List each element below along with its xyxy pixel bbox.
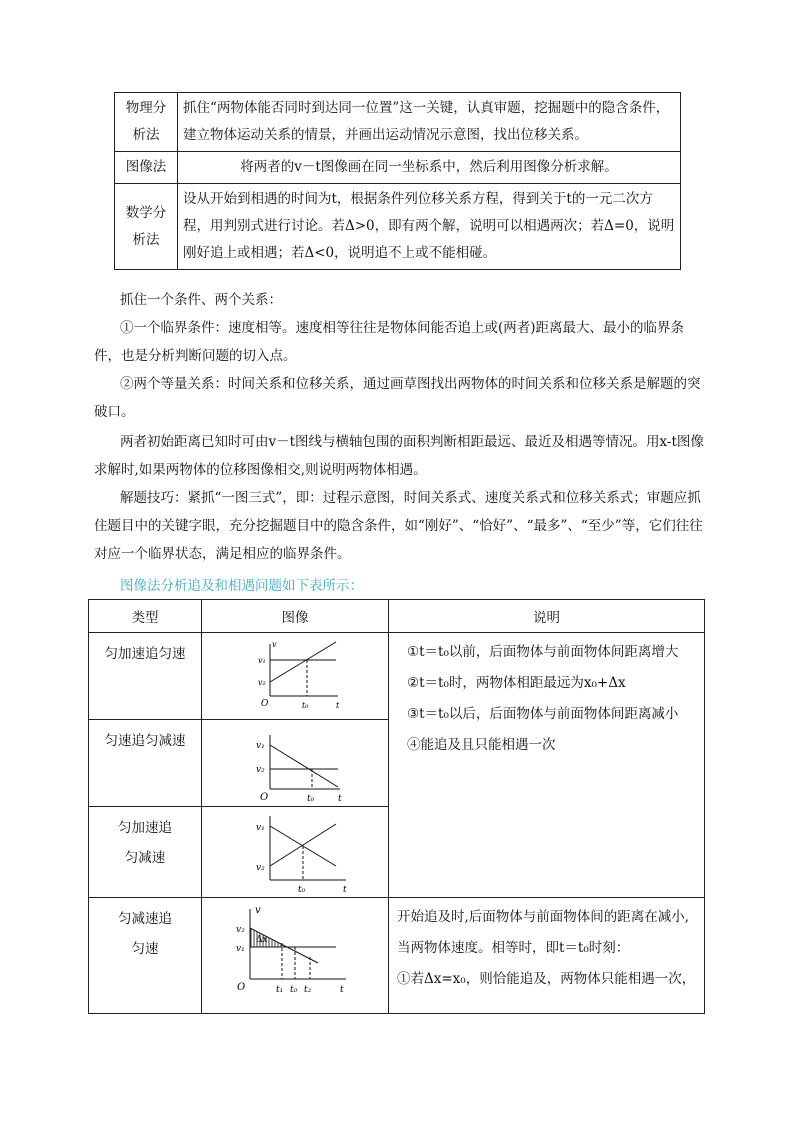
table-row bbox=[115, 93, 681, 152]
svg-text:t: t bbox=[336, 701, 340, 710]
svg-text:t₂: t₂ bbox=[304, 985, 312, 995]
graph-decel-vs-uniform bbox=[203, 899, 387, 1007]
header-row bbox=[89, 600, 705, 633]
paragraph-conditions: 抓住一个条件、两个关系： bbox=[120, 292, 282, 308]
row-text: 将两者的v－t图像画在同一坐标系中，然后利用图像分析求解。 bbox=[178, 152, 681, 184]
col-graph: 图像 bbox=[202, 600, 389, 633]
col-type: 类型 bbox=[89, 600, 202, 633]
note: ①若Δx=x₀，则恰能追及，两物体只能相遇一次， bbox=[397, 971, 696, 987]
graph-accel-vs-decel bbox=[203, 808, 387, 892]
type-cell: 匀速追匀减速 bbox=[89, 720, 202, 807]
table-caption: 图像法分析追及和相遇问题如下表所示： bbox=[120, 578, 363, 594]
svg-text:v₂: v₂ bbox=[256, 765, 265, 775]
note: ②t＝t₀时，两物体相距最远为x₀+Δx bbox=[407, 675, 626, 691]
svg-text:t: t bbox=[343, 885, 347, 892]
svg-text:t: t bbox=[338, 794, 342, 801]
desc-cell-b bbox=[389, 898, 705, 1014]
svg-text:v₁: v₁ bbox=[256, 823, 265, 833]
methods-table bbox=[114, 92, 681, 270]
table-row bbox=[89, 898, 705, 1014]
note: ③t＝t₀以后，后面物体与前面物体间距离减小 bbox=[407, 706, 679, 722]
svg-text:v₂: v₂ bbox=[256, 863, 265, 873]
svg-text:Δx: Δx bbox=[256, 935, 268, 945]
svg-text:v₁: v₁ bbox=[236, 944, 245, 954]
graph-cell bbox=[202, 807, 389, 898]
svg-text:t₀: t₀ bbox=[302, 701, 309, 710]
svg-text:v₂: v₂ bbox=[236, 925, 245, 935]
note: 开始追及时,后面物体与前面物体间的距离在减小,当两物体速度。相等时，即t＝t₀时刻： bbox=[397, 909, 690, 956]
svg-text:v: v bbox=[272, 640, 277, 649]
type-cell: 匀减速追匀速 bbox=[89, 898, 202, 1014]
graph-cell bbox=[202, 720, 389, 807]
type-cell: 匀加速追匀速 bbox=[89, 633, 202, 720]
svg-text:v₁: v₁ bbox=[256, 741, 265, 751]
chase-table bbox=[88, 599, 705, 1014]
svg-text:t₀: t₀ bbox=[307, 794, 315, 801]
svg-text:O: O bbox=[260, 792, 269, 801]
paragraph-area: 两者初始距离已知时可由v－t图线与横轴包围的面积判断相距最远、最近及相遇等情况。用x-t图像求解时,如果两物体的位移图像相交,则说明两物体相遇。 bbox=[94, 434, 704, 478]
graph-uniform-vs-decel bbox=[203, 721, 387, 801]
paragraph-equal: ②两个等量关系：时间关系和位移关系，通过画草图找出两物体的时间关系和位移关系是解题的突破口。 bbox=[94, 376, 701, 420]
svg-text:v₁: v₁ bbox=[258, 656, 266, 665]
svg-text:v: v bbox=[255, 905, 261, 916]
row-head: 数学分析法 bbox=[115, 184, 178, 270]
row-head: 图像法 bbox=[115, 152, 178, 184]
graph-accel-vs-uniform bbox=[203, 634, 387, 714]
row-text: 设从开始到相遇的时间为t，根据条件列位移关系方程，得到关于t的一元二次方程，用判别式进行讨论。若Δ>0，即有两个解，说明可以相遇两次；若Δ=0，说明刚好追上或相遇；若Δ<0，说明追不上或不能相碰。 bbox=[178, 184, 681, 270]
paragraph-critical: ①一个临界条件：速度相等。速度相等往往是物体间能否追上或(两者)距离最大、最小的临界条件，也是分析判断问题的切入点。 bbox=[94, 320, 685, 364]
graph-cell bbox=[202, 898, 389, 1014]
row-text: 抓住“两物体能否同时到达同一位置”这一关键，认真审题，挖掘题中的隐含条件，建立物体运动关系的情景，并画出运动情况示意图，找出位移关系。 bbox=[178, 93, 681, 152]
svg-text:O: O bbox=[261, 699, 269, 709]
svg-text:t: t bbox=[340, 985, 344, 995]
svg-text:v₂: v₂ bbox=[258, 678, 266, 687]
type-cell: 匀加速追匀减速 bbox=[89, 807, 202, 898]
graph-cell bbox=[202, 633, 389, 720]
table-row bbox=[89, 633, 705, 720]
svg-text:t₁: t₁ bbox=[276, 985, 284, 995]
svg-text:O: O bbox=[237, 982, 246, 993]
table-row bbox=[115, 184, 681, 270]
row-head: 物理分析法 bbox=[115, 93, 178, 152]
desc-cell-a bbox=[389, 633, 705, 898]
paragraph-tips: 解题技巧：紧抓“一图三式”，即：过程示意图，时间关系式、速度关系式和位移关系式；审题应抓住题目中的关键字眼，充分挖掘题目中的隐含条件，如“刚好”、“恰好”、“最多”、“至少”等，它们往往对应一个临界状态，满足相应的临界条件。 bbox=[94, 490, 703, 562]
col-desc: 说明 bbox=[389, 600, 705, 633]
note: ①t＝t₀以前，后面物体与前面物体间距离增大 bbox=[407, 644, 679, 660]
svg-text:t₀: t₀ bbox=[298, 885, 306, 892]
svg-text:t₀: t₀ bbox=[290, 985, 298, 995]
note: ④能追及且只能相遇一次 bbox=[407, 737, 556, 753]
table-row bbox=[115, 152, 681, 184]
